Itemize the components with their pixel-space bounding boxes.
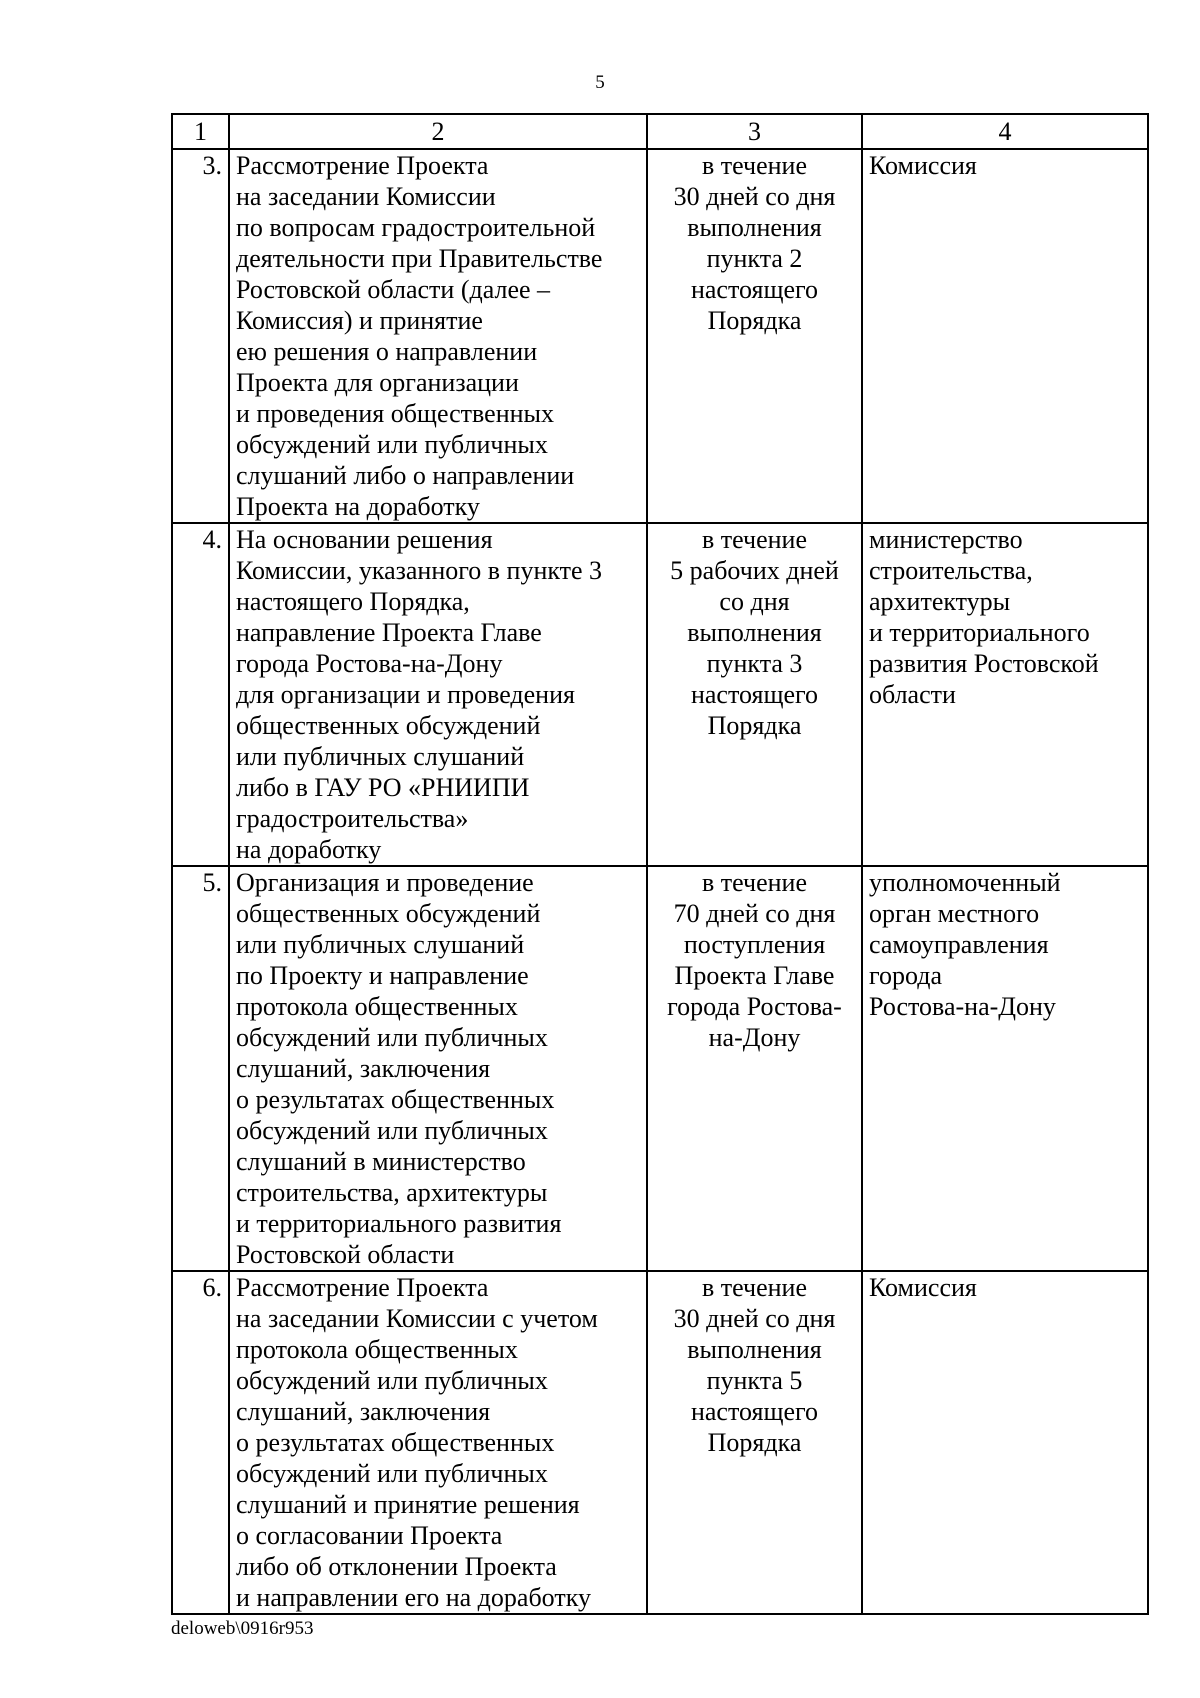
table-row: [172, 1271, 1148, 1614]
responsible-line: и территориального: [869, 618, 1090, 647]
action-line: протокола общественных: [236, 1335, 518, 1364]
action-line: Проекта для организации: [236, 368, 519, 397]
term-line: на-Дону: [708, 1023, 801, 1052]
row-number: 4.: [172, 523, 229, 866]
action-line: строительства, архитектуры: [236, 1178, 548, 1207]
action-line: настоящего Порядка,: [236, 587, 470, 616]
term-cell: [647, 149, 862, 523]
term-line: со дня: [719, 587, 790, 616]
header-col-3: 3: [647, 114, 862, 149]
action-line: или публичных слушаний: [236, 742, 525, 771]
row-number: 5.: [172, 866, 229, 1271]
action-line: на заседании Комиссии: [236, 182, 496, 211]
term-line: выполнения: [687, 213, 822, 242]
responsible-line: города: [869, 961, 943, 990]
term-line: настоящего: [690, 275, 819, 304]
action-line: и проведения общественных: [236, 399, 555, 428]
action-line: слушаний, заключения: [236, 1397, 491, 1426]
term-line: в течение: [701, 151, 807, 180]
term-line: настоящего: [690, 1397, 819, 1426]
document-code: deloweb\0916r953: [171, 1618, 314, 1639]
action-line: по вопросам градостроительной: [236, 213, 596, 242]
action-line: слушаний либо о направлении: [236, 461, 575, 490]
action-line: Рассмотрение Проекта: [236, 1273, 489, 1302]
action-line: обсуждений или публичных: [236, 1366, 548, 1395]
procedure-table: [171, 113, 1149, 1615]
responsible-line: самоуправления: [869, 930, 1049, 959]
term-line: поступления: [683, 930, 826, 959]
table-header-row: [172, 114, 1148, 149]
action-line: о согласовании Проекта: [236, 1521, 503, 1550]
header-col-1: 1: [172, 114, 229, 149]
table-row: [172, 866, 1148, 1271]
action-line: обсуждений или публичных: [236, 1116, 548, 1145]
responsible-line: уполномоченный: [869, 868, 1061, 897]
responsible-line: Комиссия: [869, 151, 977, 180]
action-line: обсуждений или публичных: [236, 430, 548, 459]
term-line: пункта 2: [706, 244, 803, 273]
term-cell: [647, 523, 862, 866]
action-line: общественных обсуждений: [236, 711, 541, 740]
action-line: Рассмотрение Проекта: [236, 151, 489, 180]
term-line: в течение: [701, 1273, 807, 1302]
term-line: Порядка: [707, 1428, 802, 1457]
action-line: градостроительства»: [236, 804, 469, 833]
action-line: общественных обсуждений: [236, 899, 541, 928]
action-line: на заседании Комиссии с учетом: [236, 1304, 598, 1333]
action-line: деятельности при Правительстве: [236, 244, 603, 273]
term-line: настоящего: [690, 680, 819, 709]
action-line: на доработку: [236, 835, 382, 864]
action-line: слушаний и принятие решения: [236, 1490, 580, 1519]
term-line: в течение: [701, 868, 807, 897]
action-line: Организация и проведение: [236, 868, 534, 897]
action-line: ею решения о направлении: [236, 337, 538, 366]
action-line: Комиссия) и принятие: [236, 306, 483, 335]
action-line: слушаний в министерство: [236, 1147, 526, 1176]
action-line: Проекта на доработку: [236, 492, 480, 521]
term-line: 70 дней со дня: [673, 899, 836, 928]
action-line: На основании решения: [236, 525, 493, 554]
action-line: и направлении его на доработку: [236, 1583, 591, 1612]
responsible-cell: [862, 866, 1148, 1271]
action-line: либо об отклонении Проекта: [236, 1552, 557, 1581]
action-line: направление Проекта Главе: [236, 618, 542, 647]
action-line: Ростовской области: [236, 1240, 455, 1269]
table-body: [172, 149, 1148, 1614]
action-line: протокола общественных: [236, 992, 518, 1021]
row-number: 6.: [172, 1271, 229, 1614]
term-line: Порядка: [707, 711, 802, 740]
action-line: для организации и проведения: [236, 680, 575, 709]
action-line: и территориального развития: [236, 1209, 562, 1238]
responsible-line: Ростова-на-Дону: [869, 992, 1056, 1021]
action-line: слушаний, заключения: [236, 1054, 491, 1083]
action-line: города Ростова-на-Дону: [236, 649, 503, 678]
term-line: 30 дней со дня: [673, 182, 836, 211]
action-line: обсуждений или публичных: [236, 1459, 548, 1488]
action-cell: [229, 523, 647, 866]
responsible-line: развития Ростовской: [869, 649, 1099, 678]
responsible-cell: [862, 523, 1148, 866]
term-line: выполнения: [687, 618, 822, 647]
action-cell: [229, 866, 647, 1271]
action-cell: [229, 1271, 647, 1614]
row-number: 3.: [172, 149, 229, 523]
responsible-line: орган местного: [869, 899, 1040, 928]
action-line: либо в ГАУ РО «РНИИПИ: [236, 773, 530, 802]
term-line: выполнения: [687, 1335, 822, 1364]
term-line: Проекта Главе: [674, 961, 835, 990]
responsible-line: министерство: [869, 525, 1023, 554]
responsible-line: Комиссия: [869, 1273, 977, 1302]
responsible-line: строительства,: [869, 556, 1033, 585]
term-line: города Ростова-: [667, 992, 842, 1021]
term-line: в течение: [701, 525, 807, 554]
term-line: пункта 3: [706, 649, 803, 678]
table-row: [172, 149, 1148, 523]
action-line: по Проекту и направление: [236, 961, 529, 990]
page-number: 5: [595, 72, 605, 93]
action-line: обсуждений или публичных: [236, 1023, 548, 1052]
responsible-cell: [862, 1271, 1148, 1614]
responsible-line: области: [869, 680, 956, 709]
term-line: Порядка: [707, 306, 802, 335]
action-line: Ростовской области (далее –: [236, 275, 551, 304]
term-line: 30 дней со дня: [673, 1304, 836, 1333]
responsible-line: архитектуры: [869, 587, 1011, 616]
responsible-cell: [862, 149, 1148, 523]
action-line: или публичных слушаний: [236, 930, 525, 959]
term-line: 5 рабочих дней: [670, 556, 839, 585]
table-row: [172, 523, 1148, 866]
action-line: о результатах общественных: [236, 1085, 555, 1114]
action-line: Комиссии, указанного в пункте 3: [236, 556, 603, 585]
term-cell: [647, 866, 862, 1271]
action-cell: [229, 149, 647, 523]
term-cell: [647, 1271, 862, 1614]
header-col-4: 4: [862, 114, 1148, 149]
action-line: о результатах общественных: [236, 1428, 555, 1457]
header-col-2: 2: [229, 114, 647, 149]
term-line: пункта 5: [706, 1366, 803, 1395]
